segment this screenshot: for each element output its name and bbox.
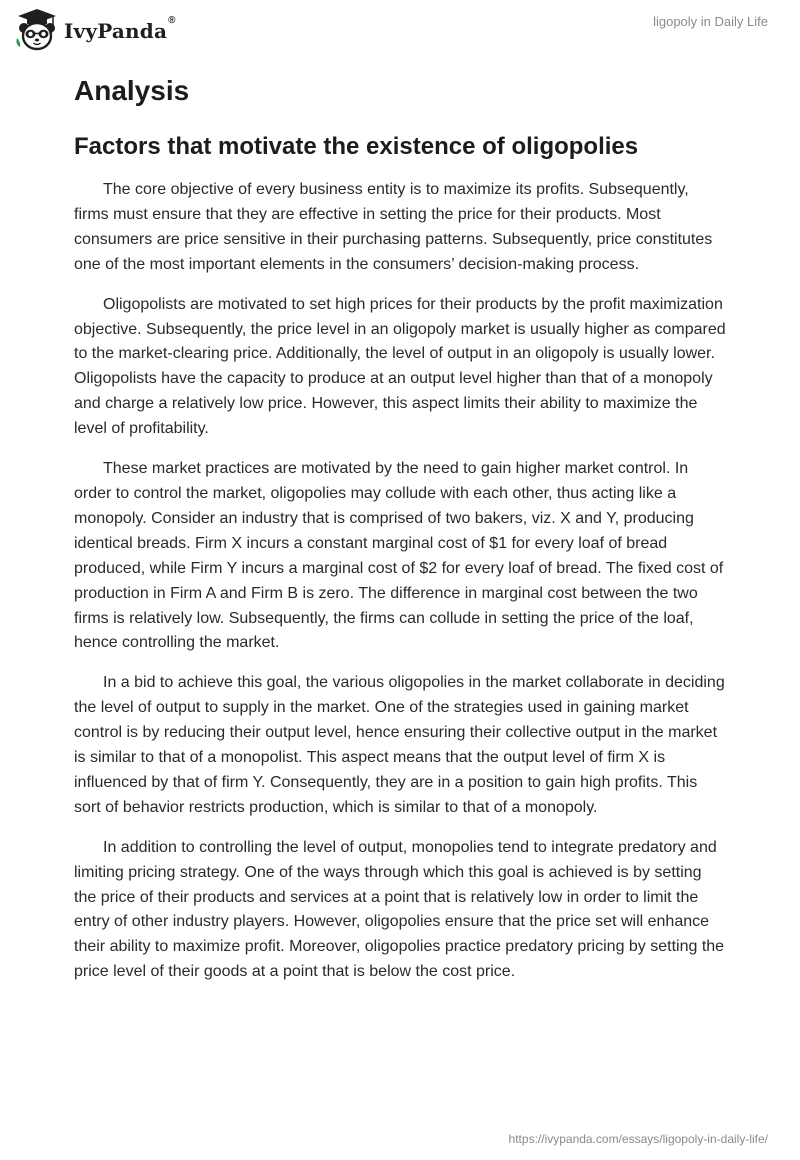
source-url[interactable]: https://ivypanda.com/essays/ligopoly-in-daily-life/: [508, 1132, 768, 1146]
article-body: [74, 72, 726, 1000]
document-title: ligopoly in Daily Life: [653, 14, 768, 29]
brand-name: IvyPanda®: [64, 15, 176, 43]
paragraph: Oligopolists are motivated to set high prices for their products by the profit maximization objective. Subsequently, the price level in an oligopoly market is usually higher as compared to the market-clearing price. Additionally, the level of output in an oligopoly is usually lower. Oligopolists have the capacity to produce at an output level higher than that of a monopoly and charge a relatively low price. However, this aspect limits their ability to maximize the level of profitability.: [74, 295, 726, 438]
paragraph: In a bid to achieve this goal, the various oligopolies in the market collaborate in deciding the level of output to supply in the market. One of the strategies used in gaining market control is by reducing their output level, hence ensuring their collective output in the market is similar to that of a monopolist. This aspect means that the output level of firm X is influenced by that of firm Y. Consequently, they are in a position to gain high profits. This sort of behavior restricts production, which is similar to that of a monopoly.: [74, 674, 725, 816]
panda-graduate-logo-icon: [14, 8, 60, 52]
subsection-heading: Factors that motivate the existence of oligopolies: [74, 133, 639, 160]
registered-mark: ®: [168, 15, 176, 26]
section-heading: Analysis: [74, 75, 190, 106]
page-header: [0, 0, 800, 60]
paragraph-list: [74, 178, 726, 985]
paragraph: These market practices are motivated by the need to gain higher market control. In order to control the market, oligopolies may collude with each other, thus acting like a monopoly. Consider an industry that is comprised of two bakers, viz. X and Y, producing identical breads. Firm X incurs a constant marginal cost of $1 for every loaf of bread produced, while Firm Y incurs a marginal cost of $2 for every loaf of bread. The fixed cost of production in Firm A and Firm B is zero. The difference in marginal cost between the two firms is relatively low. Subsequently, the firms can collude in setting the price of the loaf, hence controlling the market.: [74, 460, 724, 652]
paragraph: In addition to controlling the level of output, monopolies tend to integrate predatory and limiting pricing strategy. One of the ways through which this goal is achieved is by setting the price of their products and services at a point that is relatively low in order to limit the entry of other industry players. However, oligopolies ensure that the price set will enhance their ability to maximize profit. Moreover, oligopolies practice predatory pricing by setting the price level of their goods at a point that is below the cost price.: [74, 838, 725, 981]
brand-logo[interactable]: [14, 8, 176, 52]
paragraph: The core objective of every business entity is to maximize its profits. Subsequently, firms must ensure that they are effective in setting the price for their products. Most consumers are price sensitive in their purchasing patterns. Subsequently, price constitutes one of the most important elements in the consumers’ decision-making process.: [74, 181, 713, 273]
